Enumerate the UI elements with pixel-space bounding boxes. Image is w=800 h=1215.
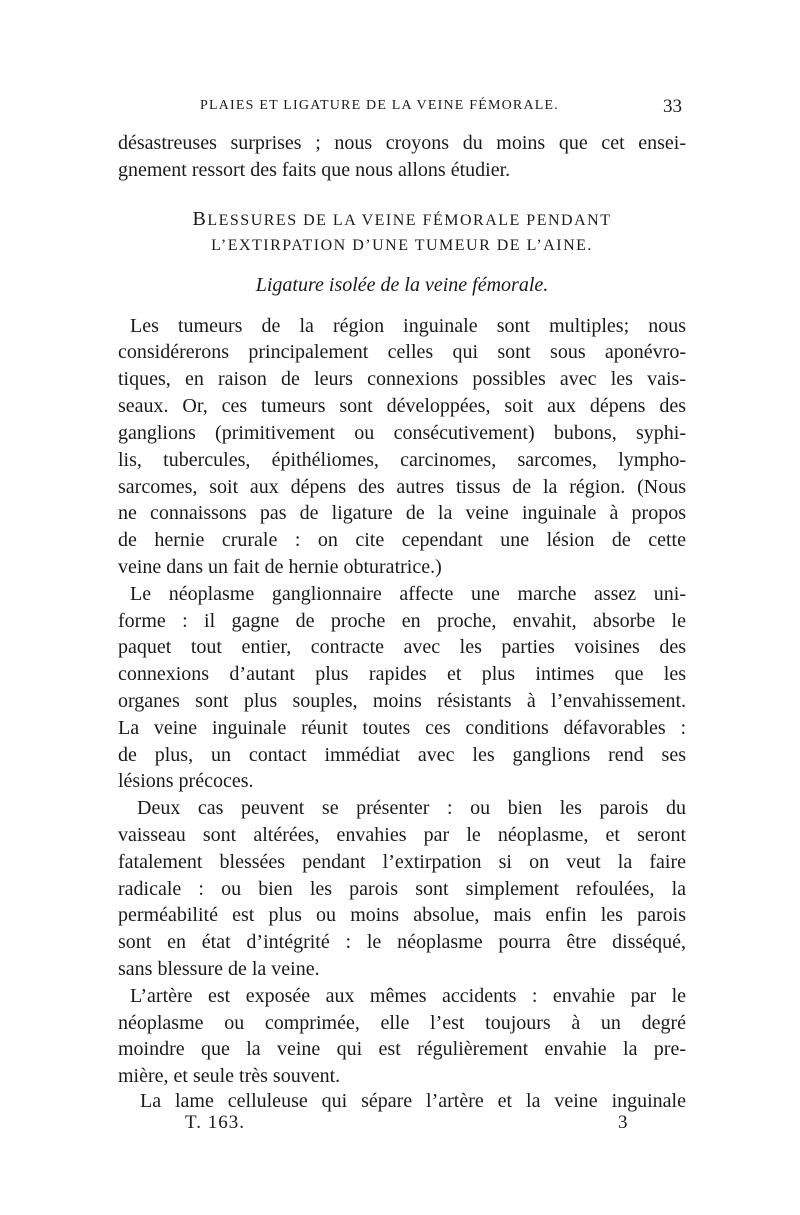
signature-number: 3 bbox=[618, 1112, 628, 1133]
text-line: gnement ressort des faits que nous allons étudier. bbox=[118, 159, 511, 181]
page-number: 33 bbox=[663, 96, 682, 117]
section-heading-line-1 bbox=[118, 206, 686, 234]
text-line: organes sont plus souples, moins résistants à l’envahissement. bbox=[118, 690, 686, 712]
text-line: connexions d’autant plus rapides et plus intimes que les bbox=[118, 663, 686, 685]
running-title: PLAIES ET LIGATURE DE LA VEINE FÉMORALE. bbox=[200, 98, 559, 113]
text-line: désastreuses surprises ; nous croyons du moins que cet ensei- bbox=[118, 132, 686, 154]
text-line: de plus, un contact immédiat avec les ganglions rend ses bbox=[118, 744, 686, 766]
section-heading-line-2: L’EXTIRPATION D’UNE TUMEUR DE L’AINE. bbox=[211, 237, 593, 254]
text-line: sont en état d’intégrité : le néoplasme pourra être disséqué, bbox=[118, 931, 686, 953]
text-line: lis, tubercules, épithéliomes, carcinomes, sarcomes, lympho- bbox=[118, 449, 686, 471]
text-line: L’artère est exposée aux mêmes accidents : envahie par le bbox=[130, 985, 686, 1007]
text-line: vaisseau sont altérées, envahies par le néoplasme, et seront bbox=[118, 824, 686, 846]
text-line: ganglions (primitivement ou consécutivement) bubons, syphi- bbox=[118, 422, 686, 444]
running-head bbox=[118, 96, 686, 122]
text-line: radicale : ou bien les parois sont simplement refoulées, la bbox=[118, 878, 686, 900]
subheading: Ligature isolée de la veine fémorale. bbox=[255, 274, 549, 296]
text-line: Le néoplasme ganglionnaire affecte une marche assez uni- bbox=[130, 583, 686, 605]
text-line: Deux cas peuvent se présenter : ou bien les parois du bbox=[137, 797, 686, 819]
text-line: veine dans un fait de hernie obturatrice.) bbox=[118, 556, 442, 578]
signature-mark: T. 163. bbox=[185, 1112, 245, 1133]
text-line: La lame celluleuse qui sépare l’artère et la veine inguinale bbox=[140, 1090, 686, 1112]
text-line: néoplasme ou comprimée, elle l’est toujours à un degré bbox=[118, 1012, 686, 1034]
text-line: fatalement blessées pendant l’extirpation si on veut la faire bbox=[118, 851, 686, 873]
text-line: paquet tout entier, contracte avec les parties voisines des bbox=[118, 636, 686, 658]
text-line: ne connaissons pas de ligature de la veine inguinale à propos bbox=[118, 502, 686, 524]
heading-rest: LESSURES DE LA VEINE FÉMORALE PENDANT bbox=[207, 212, 612, 229]
text-line: tiques, en raison de leurs connexions possibles avec les vais- bbox=[118, 368, 686, 390]
text-line: Les tumeurs de la région inguinale sont multiples; nous bbox=[130, 315, 686, 337]
text-line: perméabilité est plus ou moins absolue, mais enfin les parois bbox=[118, 904, 686, 926]
text-line: sans blessure de la veine. bbox=[118, 958, 320, 980]
text-line: moindre que la veine qui est régulièrement envahie la pre- bbox=[118, 1038, 686, 1060]
text-line: forme : il gagne de proche en proche, envahit, absorbe le bbox=[118, 610, 686, 632]
text-line: La veine inguinale réunit toutes ces conditions défavorables : bbox=[118, 717, 686, 739]
text-line: mière, et seule très souvent. bbox=[118, 1065, 341, 1087]
text-line: seaux. Or, ces tumeurs sont développées, soit aux dépens des bbox=[118, 395, 686, 417]
text-line: sarcomes, soit aux dépens des autres tissus de la région. (Nous bbox=[118, 476, 686, 498]
heading-initial: B bbox=[192, 208, 208, 230]
text-line: lésions précoces. bbox=[118, 770, 254, 792]
text-line: de hernie crurale : on cite cependant une lésion de cette bbox=[118, 529, 686, 551]
text-line: considérerons principalement celles qui sont sous aponévro- bbox=[118, 341, 686, 363]
